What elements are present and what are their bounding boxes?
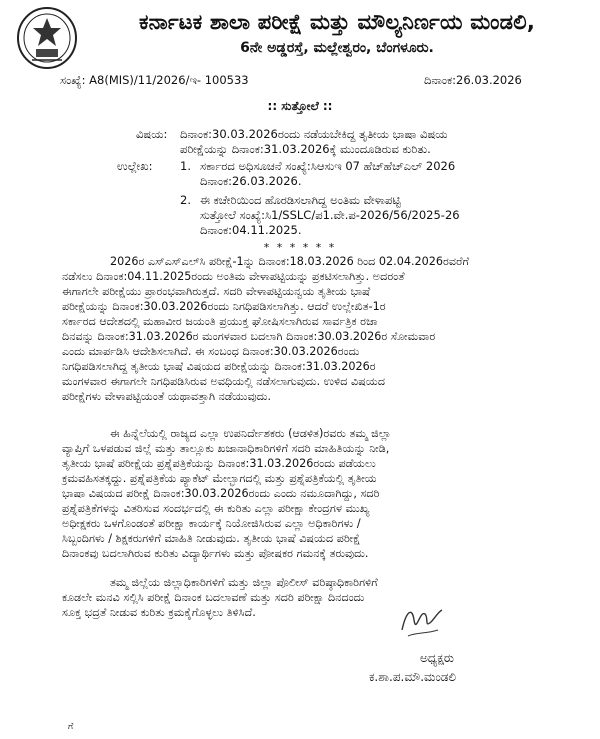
- paragraph-1-line: ಈಗಾಗಲೇ ಪರೀಕ್ಷೆಯು ಪ್ರಾರಂಭವಾಗಿರುತ್ತದೆ. ಸದರಿ ವೇಳಾಪಟ್ಟಿಯನ್ವಯ ತೃತೀಯ ಭಾಷೆ: [62, 285, 371, 298]
- paragraph-2-line: ಪ್ರಶ್ನೆಪತ್ರಿಕೆಗಳನ್ನು ವಿತರಿಸುವ ಸಂದರ್ಭದಲ್ಲಿ ಈ ಕುರಿತು ಎಲ್ಲಾ ಪರೀಕ್ಷಾ ಕೇಂದ್ರಗಳ ಮುಖ್ಯ: [62, 502, 370, 515]
- handwritten-signature: [398, 600, 444, 640]
- paragraph-1-line: ಪರೀಕ್ಷೆಗಳು ವೇಳಾಪಟ್ಟಿಯಂತೆ ಯಥಾವತ್ತಾಗಿ ನಡೆಯುವುದು.: [62, 390, 272, 403]
- paragraph-2-line: ಸಿಬ್ಬಂದಿಗಳು / ಶಿಕ್ಷಕರುಗಳಿಗೆ ಮಾಹಿತಿ ನೀಡುವುದು. ತೃತೀಯ ಭಾಷೆ ವಿಷಯದ ಪರೀಕ್ಷೆ: [62, 532, 361, 545]
- subject-label: ವಿಷಯ:: [136, 127, 168, 141]
- reference-label: ಉಲ್ಲೇಖ:: [117, 159, 153, 173]
- reference-item-line: ಸರ್ಕಾರದ ಅಧಿಸೂಚನೆ ಸಂಖ್ಯೆ:ಸಿಆಸುಇ 07 ಹೆಚ್‌ಹೆಚ್ಎಲ್ 2026: [200, 159, 456, 173]
- paragraph-2-line: ಈ ಹಿನ್ನೆಲೆಯಲ್ಲಿ ರಾಜ್ಯದ ಎಲ್ಲಾ ಉಪನಿರ್ದೇಶಕರು (ಆಡಳಿತ)ರವರು ತಮ್ಮ ಜಿಲ್ಲಾ: [110, 427, 392, 440]
- paragraph-1-line: ಸರ್ಕಾರದ ಆದೇಶದಲ್ಲಿ ಮಹಾವೀರ ಜಯಂತಿ ಪ್ರಯುಕ್ತ ಘೋಷಿಸಲಾಗಿರುವ ಸಾರ್ವತ್ರಿಕ ರಜಾ: [62, 315, 378, 328]
- paragraph-2-line: ಭಾಷಾ ವಿಷಯದ ಪರೀಕ್ಷೆ ದಿನಾಂಕ:30.03.2026ರಂದು ಎಂದು ನಮೂದಾಗಿದ್ದು, ಸದರಿ: [62, 487, 380, 500]
- paragraph-1-line: ಮಂಗಳವಾರ ಈಗಾಗಲೇ ನಿಗಧಿಪಡಿಸಿರುವ ಅವಧಿಯಲ್ಲಿ ನಡೆಸಲಾಗುವುದು. ಉಳಿದ ವಿಷಯದ: [62, 375, 386, 388]
- paragraph-1-line: ದಿನವನ್ನು ದಿನಾಂಕ:31.03.2026ರ ಮಂಗಳವಾರ ಬದಲಾಗಿ ದಿನಾಂಕ:30.03.2026ರ ಸೋಮವಾರ: [62, 330, 436, 343]
- circular-title: :: ಸುತ್ತೋಲೆ ::: [267, 99, 333, 113]
- reference-item-number: 2.: [180, 193, 191, 207]
- paragraph-1-line: ನಿಗಧಿಪಡಿಸಲಾಗಿದ್ದ ತೃತೀಯ ಭಾಷೆ ವಿಷಯದ ಪರೀಕ್ಷೆಯನ್ನು ದಿನಾಂಕ:31.03.2026ರ: [62, 360, 376, 373]
- paragraph-3-line: ತಮ್ಮ ಜಿಲ್ಲೆಯ ಜಿಲ್ಲಾಧಿಕಾರಿಗಳಿಗೆ ಮತ್ತು ಜಿಲ್ಲಾ ಪೊಲೀಸ್ ವರಿಷ್ಠಾಧಿಕಾರಿಗಳಿಗೆ: [110, 576, 378, 589]
- separator-stars: * * * * * *: [263, 241, 337, 254]
- organization-address: 6ನೇ ಅಡ್ಡರಸ್ತೆ, ಮಲ್ಲೇಶ್ವರಂ, ಬೆಂಗಳೂರು.: [240, 40, 434, 56]
- paragraph-3-line: ಸೂಕ್ತ ಭದ್ರತೆ ನೀಡುವ ಕುರಿತು ಕ್ರಮಕೈಗೊಳ್ಳಲು ತಿಳಿಸಿದೆ.: [62, 606, 256, 619]
- organization-name: ಕರ್ನಾಟಕ ಶಾಲಾ ಪರೀಕ್ಷೆ ಮತ್ತು ಮೌಲ್ಯನಿರ್ಣಯ ಮಂಡಲಿ,: [138, 10, 535, 34]
- paragraph-1-line: ನಡೆಸಲು ದಿನಾಂಕ:04.11.2025ರಂದು ಅಂತಿಮ ವೇಳಾಪಟ್ಟಿಯನ್ನು ಪ್ರಕಟಿಸಲಾಗಿತ್ತು. ಅದರಂತೆ: [62, 270, 405, 283]
- paragraph-2-line: ತೃತೀಯ ಭಾಷೆ ಪರೀಕ್ಷೆಯ ಪ್ರಶ್ನೆಪತ್ರಿಕೆಯನ್ನು ದಿನಾಂಕ:31.03.2026ರಂದು ಪಡೆಯಲು: [62, 457, 376, 470]
- paragraph-1-line: 2026ರ ಎಸ್‌ಎಸ್‌ಎಲ್‌ಸಿ ಪರೀಕ್ಷೆ-1ನ್ನು ದಿನಾಂಕ:18.03.2026 ರಿಂದ 02.04.2026ರವರೆಗೆ: [110, 255, 469, 268]
- reference-item-line: ಸುತ್ತೋಲೆ ಸಂಖ್ಯೆ:ಸಿ1/SSLC/ಪ1.ವೇ.ಪ-2026/56/2025-26: [200, 208, 460, 222]
- footer-mark: ಗೆ: [68, 722, 74, 732]
- document-date: ದಿನಾಂಕ:26.03.2026: [424, 73, 522, 87]
- reference-number: ಸಂಖ್ಯೆ: A8(MIS)/11/2026/ಇ- 100533: [60, 73, 249, 87]
- signatory-office: ಕ.ಶಾ.ಪ.ಮೌ.ಮಂಡಲಿ: [369, 670, 457, 684]
- reference-item-number: 1.: [180, 159, 191, 173]
- reference-item-line: ದಿನಾಂಕ:26.03.2026.: [200, 174, 302, 188]
- reference-item-line: ದಿನಾಂಕ:04.11.2025.: [200, 223, 302, 237]
- subject-line: ದಿನಾಂಕ:30.03.2026ರಂದು ನಡೆಯಬೇಕಿದ್ದ ತೃತೀಯ ಭಾಷಾ ವಿಷಯ: [180, 127, 448, 141]
- signatory-designation: ಅಧ್ಯಕ್ಷರು: [420, 651, 454, 665]
- reference-item-line: ಈ ಕಚೇರಿಯಿಂದ ಹೊರಡಿಸಲಾಗಿದ್ದ ಅಂತಿಮ ವೇಳಾಪಟ್ಟಿ: [200, 193, 401, 207]
- paragraph-1-line: ಪರೀಕ್ಷೆಯನ್ನು ದಿನಾಂಕ:30.03.2026ರಂದು ನಿಗಧಿಪಡಿಸಲಾಗಿತ್ತು. ಆದರೆ ಉಲ್ಲೇಖಿತ-1ರ: [62, 300, 386, 313]
- paragraph-3-line: ಕೂಡಲೇ ಮನವಿ ಸಲ್ಲಿಸಿ ಪರೀಕ್ಷೆ ದಿನಾಂಕ ಬದಲಾವಣೆ ಮತ್ತು ಸದರಿ ಪರೀಕ್ಷಾ ದಿನದಂದು: [62, 591, 365, 604]
- paragraph-2-line: ಅಧೀಕ್ಷಕರು ಒಳಗೊಂಡಂತೆ ಪರೀಕ್ಷಾ ಕಾರ್ಯಕ್ಕೆ ನಿಯೋಜಿಸಿರುವ ಎಲ್ಲಾ ಅಧಿಕಾರಿಗಳು /: [62, 517, 361, 530]
- paragraph-2-line: ಕ್ರಮವಹಿಸತಕ್ಕದ್ದು. ಪ್ರಶ್ನೆಪತ್ರಿಕೆಯ ಪ್ಯಾಕೆಟ್ ಮೇಲ್ಭಾಗದಲ್ಲಿ ಮತ್ತು ಪ್ರಶ್ನೆಪತ್ರಿಕೆಯಲ್ಲಿ ತೃತೀಯ: [62, 472, 377, 485]
- subject-line: ಪರೀಕ್ಷೆಯನ್ನು ದಿನಾಂಕ:31.03.2026ಕ್ಕೆ ಮುಂದೂಡಿರುವ ಕುರಿತು.: [180, 142, 431, 156]
- board-emblem-logo: [16, 6, 78, 70]
- paragraph-2-line: ದಿನಾಂಕವು ಬದಲಾಗಿರುವ ಕುರಿತು ವಿದ್ಯಾರ್ಥಿಗಳು ಮತ್ತು ಪೋಷಕರ ಗಮನಕ್ಕೆ ತರುವುದು.: [62, 547, 369, 560]
- paragraph-1-line: ಎಂದು ಮಾರ್ಪಡಿಸಿ ಆದೇಶಿಸಲಾಗಿದೆ. ಈ ಸಂಬಂಧ ದಿನಾಂಕ:30.03.2026ರಂದು: [62, 345, 360, 358]
- paragraph-2-line: ವ್ಯಾಪ್ತಿಗೆ ಒಳಪಡುವ ಜಿಲ್ಲೆ ಮತ್ತು ತಾಲ್ಲೂಕು ಖಜಾನಾಧಿಕಾರಿಗಳಿಗೆ ಸದರಿ ಮಾಹಿತಿಯನ್ನು ನೀಡಿ,: [62, 442, 390, 455]
